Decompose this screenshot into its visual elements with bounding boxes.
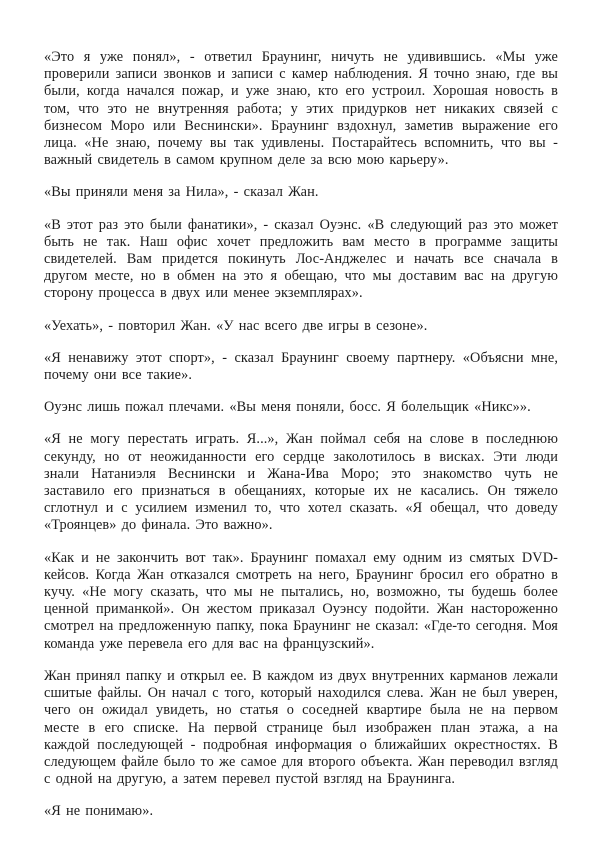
paragraph: «Это я уже понял», - ответил Браунинг, ничуть не удивившись. «Мы уже проверили записи звонков и записи с камер наблюдения. Я точно знаю, где вы были, когда начался пожар, и уже знаю, кто его устроил. Хорошая новость в том, что это не внутренняя работа; у этих придурков нет никаких связей с бизнесом Моро или Веснински». Браунинг вздохнул, заметив выражение его лица. «Не знаю, почему вы так удивлены. Постарайтесь вспомнить, что вы - важный свидетель в самом крупном деле за всю мою карьеру». — [44, 49, 558, 169]
paragraph: Оуэнс лишь пожал плечами. «Вы меня поняли, босс. Я болельщик «Никс»». — [44, 399, 531, 416]
paragraph: «Уехать», - повторил Жан. «У нас всего две игры в сезоне». — [44, 317, 428, 334]
paragraph: «Я ненавижу этот спорт», - сказал Браунинг своему партнеру. «Объясни мне, почему они все такие». — [44, 349, 558, 384]
paragraph: «Как и не закончить вот так». Браунинг помахал ему одним из смятых DVD-кейсов. Когда Жан отказался смотреть на него, Браунинг бросил его обратно в кучу. «Не могу сказать, что мы не пытались, но, возможно, ты будешь более ценной приманкой». Он жестом приказал Оуэнсу подойти. Жан настороженно смотрел на предложенную папку, пока Браунинг не сказал: «Где-то сегодня. Моя команда уже перевела его для вас на французский». — [44, 549, 558, 652]
paragraph: «В этот раз это были фанатики», - сказал Оуэнс. «В следующий раз это может быть не так. Наш офис хочет предложить вам место в программе защиты свидетелей. Вам придется покинуть Лос-Анджелес и начать все сначала в другом месте, но в обмен на это я обещаю, что мы доставим вас на другую сторону процесса в двух или менее экземплярах». — [44, 216, 558, 302]
paragraph: «Вы приняли меня за Нила», - сказал Жан. — [44, 184, 319, 201]
paragraph: «Я не понимаю». — [44, 803, 154, 820]
paragraph: «Я не могу перестать играть. Я...», Жан поймал себя на слове в последнюю секунду, но от неожиданности его сердце заколотилось в висках. Эти люди знали Натаниэля Веснински и Жана-Ива Моро; это знакомство чуть не заставило его признаться в обещаниях, которые их не касались. Он тяжело сглотнул и с усилием изменил то, что хотел сказать. «Я обещал, что доведу «Троянцев» до финала. Это важно». — [44, 431, 558, 534]
paragraph: Жан принял папку и открыл ее. В каждом из двух внутренних карманов лежали сшитые файлы. Он начал с того, который находился слева. Жан не был уверен, чего он ожидал увидеть, но статья о соседней квартире была не на первом месте в его списке. На первой странице был изображен план этажа, а на каждой последующей - подробная информация о ближайших окрестностях. В следующем файле было то же самое для второго объекта. Жан переводил взгляд с одной на другую, а затем перевел пустой взгляд на Браунинга. — [44, 667, 558, 788]
